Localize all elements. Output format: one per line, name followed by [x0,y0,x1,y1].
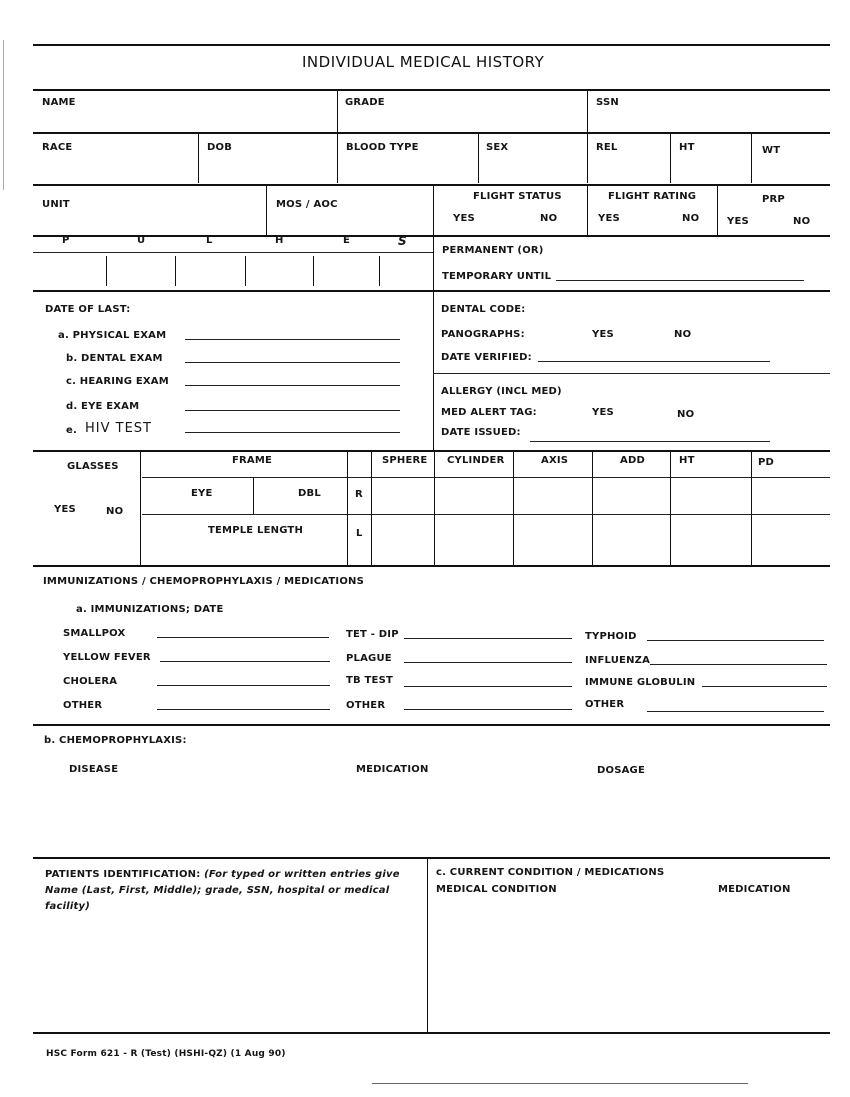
pulhes-letter-l: L [206,235,213,246]
l-label: L [356,528,363,539]
influenza-label: INFLUENZA [585,655,651,666]
divider [587,90,588,132]
immunizations-subheading: a. IMMUNIZATIONS; DATE [76,604,224,615]
rel-label: REL [596,142,618,153]
r-label: R [355,489,363,500]
chemoprophylaxis-entries[interactable] [36,782,826,852]
wt-field[interactable] [755,160,827,182]
unit-label: UNIT [42,199,70,210]
hearing-exam-line[interactable] [185,385,400,386]
pulhes-letter-s: S [398,234,407,248]
pulhes-letter-h: H [275,235,284,246]
divider [717,185,718,235]
plague-line[interactable] [404,662,572,663]
left-edge-mark [3,40,4,190]
row-rule [33,290,830,292]
glasses-label: GLASSES [67,461,119,472]
glasses-no[interactable]: NO [106,506,124,517]
dental-allergy-rule [433,373,830,374]
eye-exam-label: d. EYE EXAM [66,401,140,412]
typhoid-line[interactable] [647,640,824,641]
divider [266,185,267,235]
pulhes-letter-p: P [62,235,70,246]
row-rule [33,1032,830,1034]
row-rule [33,565,830,567]
race-label: RACE [42,142,73,153]
divider [253,477,254,514]
mos-aoc-label: MOS / AOC [276,199,338,210]
temporary-until-line[interactable] [556,280,804,281]
divider [140,451,141,565]
hiv-test-handwritten: HIV TEST [85,421,152,436]
blood-type-label: BLOOD TYPE [346,142,419,153]
date-of-last-heading: DATE OF LAST: [45,304,131,315]
hiv-test-line[interactable] [185,432,400,433]
section-divider [427,857,428,1032]
flight-rating-no[interactable]: NO [682,213,700,224]
row-rule [33,857,830,859]
divider [587,133,588,183]
row-rule [33,724,830,726]
chemoprophylaxis-heading: b. CHEMOPROPHYLAXIS: [44,735,187,746]
pulhes-letter-u: U [137,235,146,246]
other-1-line[interactable] [157,709,330,710]
name-field[interactable] [36,110,336,130]
other-2-line[interactable] [404,709,572,710]
med-alert-yes[interactable]: YES [592,407,614,418]
flight-status-yes[interactable]: YES [453,213,475,224]
date-verified-line[interactable] [538,361,770,362]
divider [587,185,588,235]
immunizations-heading: IMMUNIZATIONS / CHEMOPROPHYLAXIS / MEDICATIONS [43,576,365,587]
date-issued-label: DATE ISSUED: [441,427,521,438]
dob-label: DOB [207,142,233,153]
sphere-r-field[interactable] [373,479,433,513]
grade-field[interactable] [340,110,585,130]
medication-header: MEDICATION [718,884,791,895]
wt-label: WT [762,145,781,156]
other-3-line[interactable] [647,711,824,712]
divider [313,256,314,286]
form-number: HSC Form 621 - R (Test) (HSHI-QZ) (1 Aug 90) [46,1049,286,1059]
pulhes-p-field[interactable] [36,256,104,284]
frame-rule-2 [142,514,830,515]
divider [337,133,338,183]
current-condition-heading: c. CURRENT CONDITION / MEDICATIONS [436,867,665,878]
sphere-l-field[interactable] [373,516,433,562]
mos-aoc-field[interactable] [270,212,430,232]
sex-field[interactable] [480,158,585,180]
grade-label: GRADE [345,97,385,108]
section-divider [433,235,434,450]
ssn-label: SSN [596,97,619,108]
other-3-label: OTHER [585,699,625,710]
permanent-label: PERMANENT (OR) [442,245,544,256]
pulhes-s-field[interactable] [381,256,431,284]
ht-col-label: HT [679,455,695,466]
tb-test-line[interactable] [404,686,572,687]
add-label: ADD [620,455,645,466]
divider [751,451,752,565]
prp-yes[interactable]: YES [727,216,749,227]
tet-dip-label: TET - DIP [346,629,399,640]
ssn-field[interactable] [590,110,828,130]
patient-identification-title: PATIENTS IDENTIFICATION: [45,869,201,880]
flight-rating-yes[interactable]: YES [598,213,620,224]
medication-column-header: MEDICATION [356,764,429,775]
hiv-test-prefix: e. [66,425,77,436]
divider [433,185,434,235]
form-title: INDIVIDUAL MEDICAL HISTORY [302,53,545,71]
ht-label: HT [679,142,695,153]
sex-label: SEX [486,142,509,153]
divider [513,451,514,565]
other-2-label: OTHER [346,700,386,711]
hearing-exam-label: c. HEARING EXAM [66,376,169,387]
dental-code-label: DENTAL CODE: [441,304,526,315]
other-1-label: OTHER [63,700,103,711]
cylinder-label: CYLINDER [447,455,505,466]
dbl-label: DBL [298,488,321,499]
dental-code-field[interactable] [530,300,780,316]
patient-identification-field[interactable] [36,905,421,1027]
dental-exam-line[interactable] [185,362,400,363]
medical-condition-header: MEDICAL CONDITION [436,884,557,895]
row-rule [33,450,830,452]
row-rule [33,132,830,134]
divider [337,90,338,132]
typhoid-label: TYPHOID [585,631,637,642]
flight-rating-label: FLIGHT RATING [608,191,697,202]
name-label: NAME [42,97,76,108]
prp-no[interactable]: NO [793,216,811,227]
physical-exam-label: a. PHYSICAL EXAM [58,330,167,341]
divider [347,451,348,565]
temple-length-label: TEMPLE LENGTH [208,525,304,536]
disease-column-header: DISEASE [69,764,119,775]
pulhes-l-field[interactable] [177,256,242,284]
divider [670,451,671,565]
pulhes-u-field[interactable] [108,256,173,284]
med-alert-tag-label: MED ALERT TAG: [441,407,537,418]
top-rule [33,44,830,46]
immune-globulin-label: IMMUNE GLOBULIN [585,677,696,688]
yellow-fever-line[interactable] [160,661,330,662]
panographs-label: PANOGRAPHS: [441,329,525,340]
current-condition-field[interactable] [432,902,827,1027]
divider [379,256,380,286]
unit-field[interactable] [36,212,264,232]
divider [478,133,479,183]
influenza-line[interactable] [650,664,827,665]
yellow-fever-label: YELLOW FEVER [63,652,151,663]
title-bottom-rule [33,89,830,91]
smallpox-line[interactable] [157,637,329,638]
prp-label: PRP [762,194,785,205]
allergy-field[interactable] [560,382,820,398]
divider [670,133,671,183]
pulhes-header-rule [33,252,433,253]
frame-rule [142,477,830,478]
flight-status-label: FLIGHT STATUS [473,191,562,202]
smallpox-label: SMALLPOX [63,628,126,639]
eye-label: EYE [191,488,213,499]
pulhes-h-field[interactable] [247,256,312,284]
divider [245,256,246,286]
tb-test-label: TB TEST [346,675,394,686]
axis-label: AXIS [541,455,569,466]
flight-status-no[interactable]: NO [540,213,558,224]
plague-label: PLAGUE [346,653,392,664]
divider [175,256,176,286]
divider [371,451,372,565]
frame-label: FRAME [232,455,273,466]
bottom-stray-rule [372,1083,748,1084]
allergy-label: ALLERGY (INCL MED) [441,386,562,397]
cholera-label: CHOLERA [63,676,118,687]
divider [106,256,107,286]
pd-label: PD [758,457,775,468]
pulhes-e-field[interactable] [315,256,377,284]
date-verified-label: DATE VERIFIED: [441,352,532,363]
glasses-yes[interactable]: YES [54,504,76,515]
dob-field[interactable] [200,158,335,180]
divider [751,133,752,183]
divider [592,451,593,565]
rel-field[interactable] [590,158,668,180]
sphere-label: SPHERE [382,455,428,466]
divider [434,451,435,565]
patient-identification-instructions: (For typed or written entries give Name (Last, First, Middle); grade, SSN, hospital or medical facility) [45,869,400,912]
row-rule [33,184,830,186]
eye-exam-line[interactable] [185,410,400,411]
date-issued-line[interactable] [530,441,770,442]
physical-exam-line[interactable] [185,339,400,340]
race-field[interactable] [36,158,196,180]
cholera-line[interactable] [157,685,330,686]
panographs-yes[interactable]: YES [592,329,614,340]
dental-exam-label: b. DENTAL EXAM [66,353,163,364]
divider [198,133,199,183]
med-alert-no[interactable]: NO [677,409,695,420]
temporary-until-label: TEMPORARY UNTIL [442,271,552,282]
tet-dip-line[interactable] [404,638,572,639]
immune-globulin-line[interactable] [702,686,827,687]
row-rule [33,235,830,237]
panographs-no[interactable]: NO [674,329,692,340]
blood-type-field[interactable] [340,158,475,180]
ht-field[interactable] [673,158,749,180]
pulhes-letter-e: E [343,235,351,246]
dosage-column-header: DOSAGE [597,765,645,776]
